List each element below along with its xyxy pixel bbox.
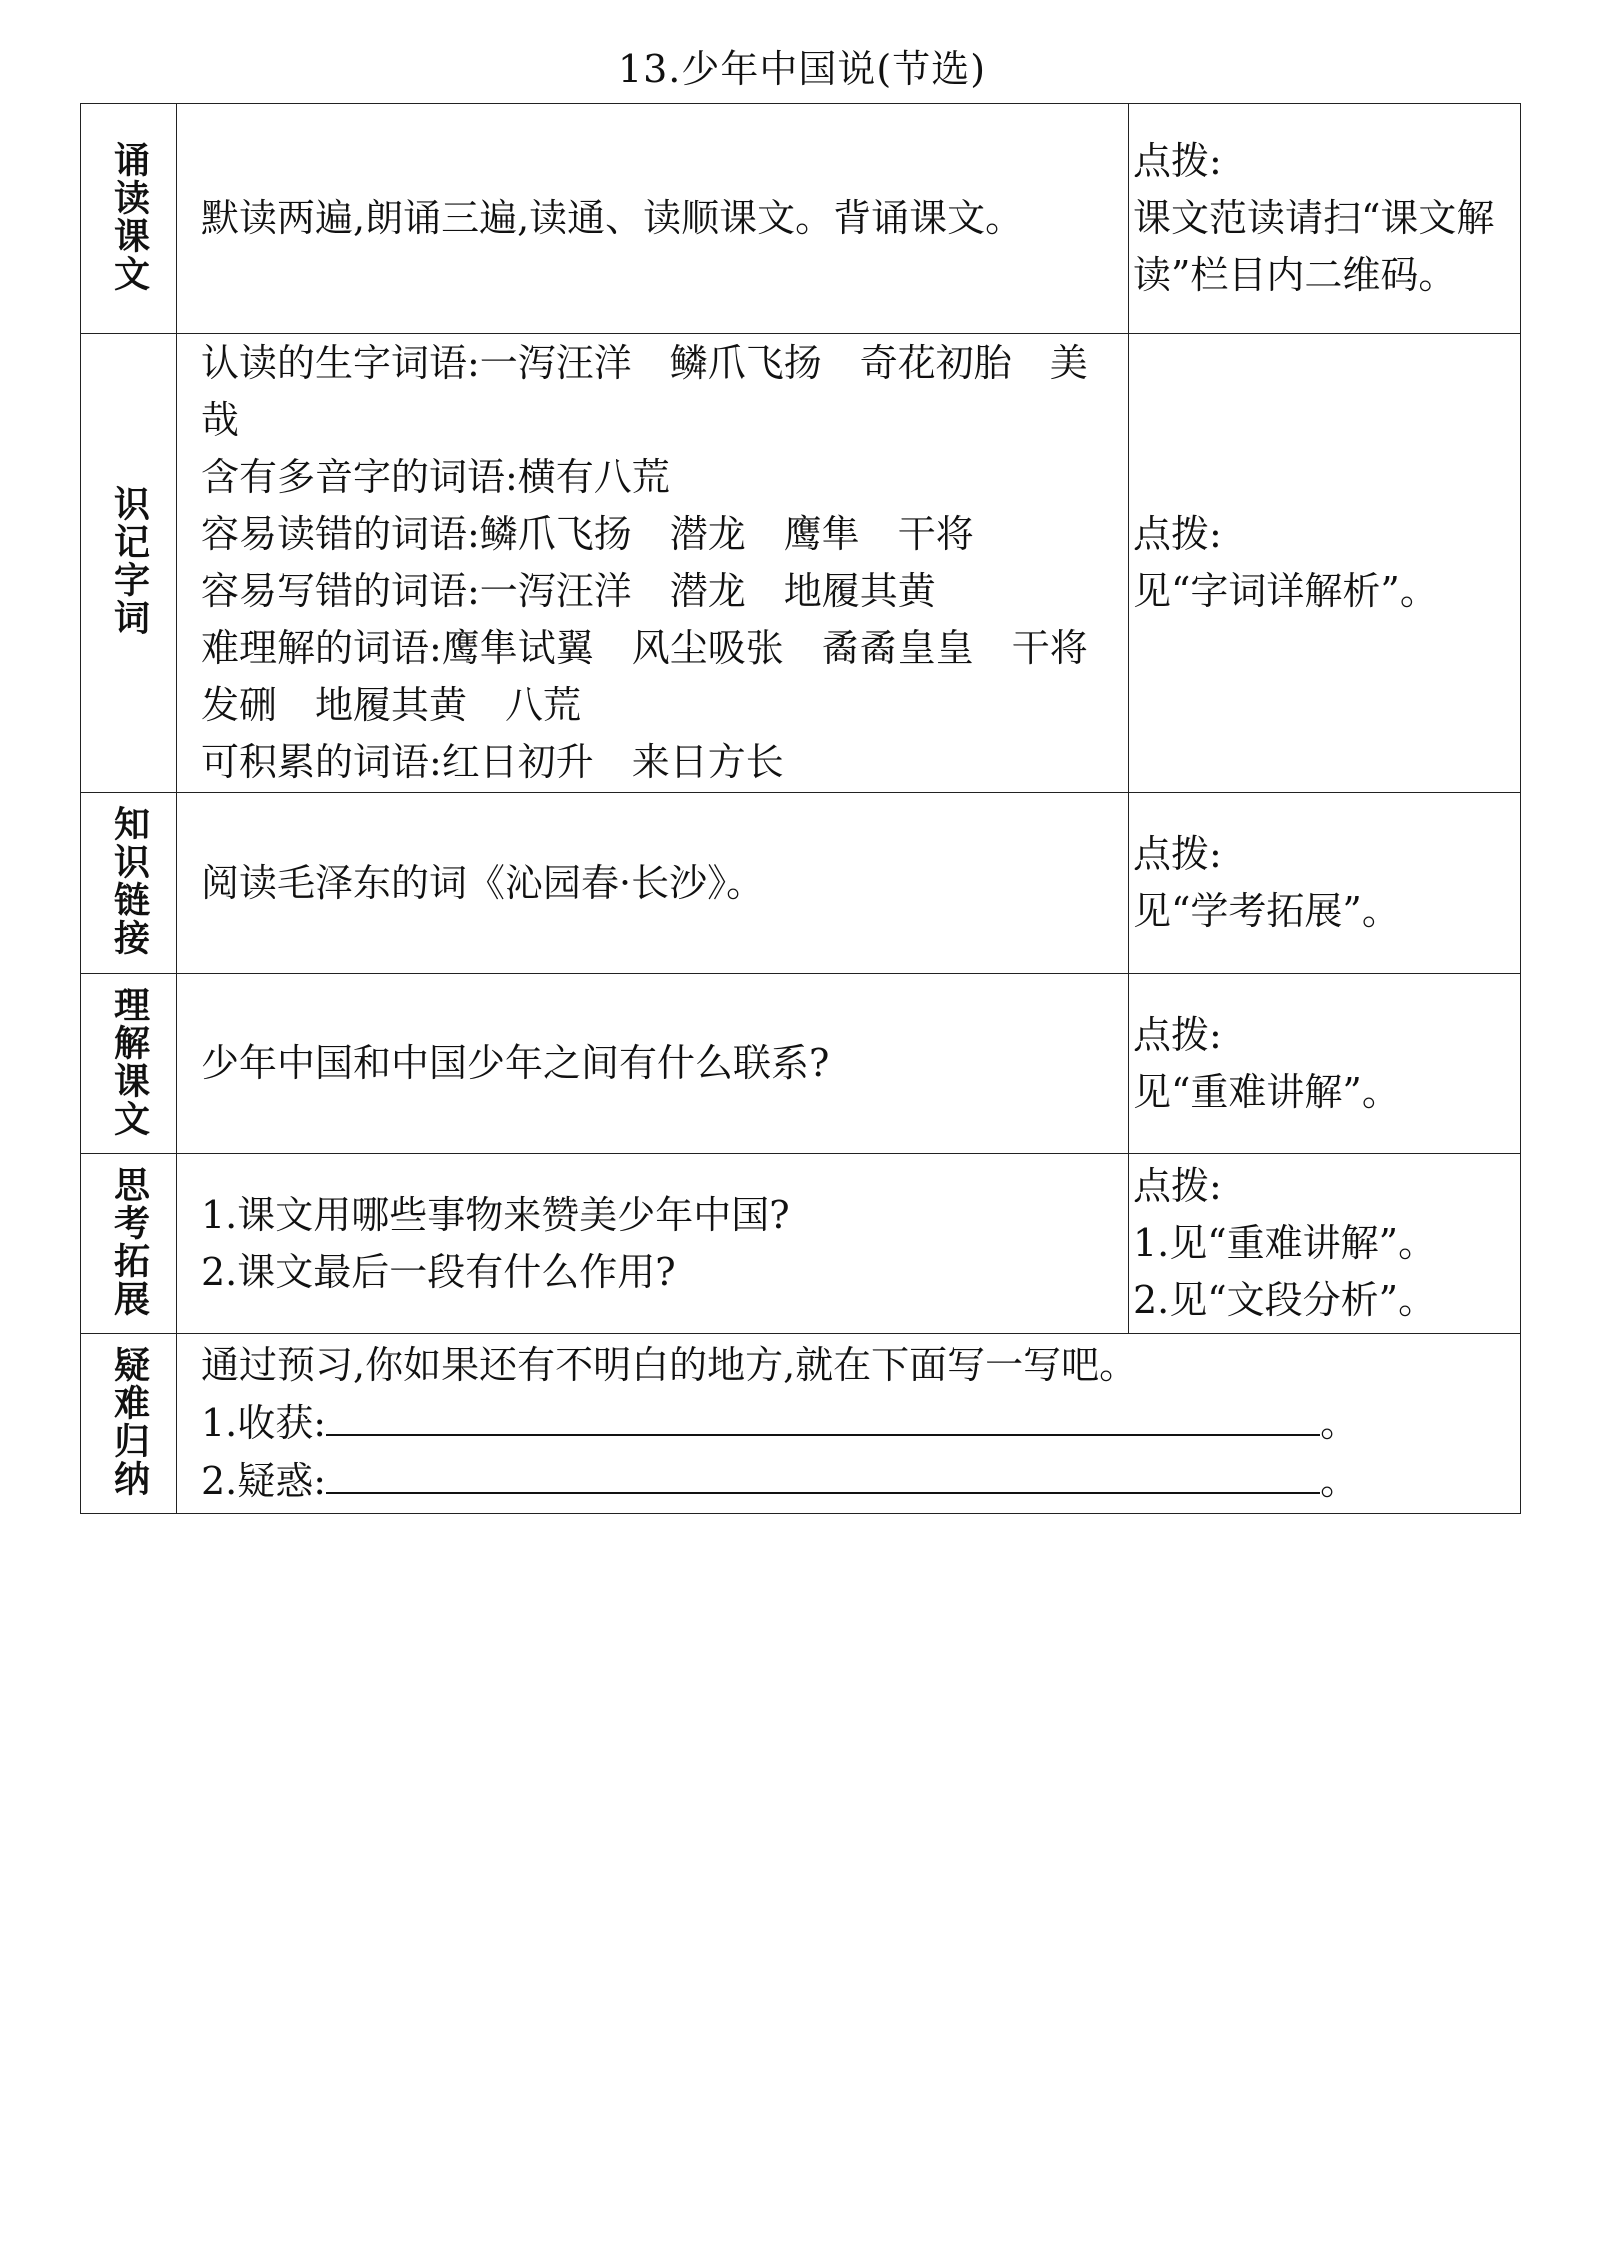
row-vocabulary (81, 334, 1521, 793)
gains-period: 。 (1320, 1401, 1359, 1445)
row-label: 识记字词 (108, 485, 150, 637)
hint-heading: 点拨: (1133, 832, 1222, 876)
content-line: 1.课文用哪些事物来赞美少年中国? (201, 1192, 790, 1237)
doubts-period: 。 (1320, 1459, 1359, 1503)
hint-text: 课文范读请扫“课文解读”栏目内二维码。 (1133, 196, 1495, 297)
hint-text: 见“重难讲解”。 (1133, 1069, 1400, 1114)
preview-guide-table (80, 103, 1521, 1514)
hint-heading: 点拨: (1133, 1164, 1222, 1208)
hint-cell (1129, 104, 1521, 334)
row-content (177, 334, 1129, 793)
hint-text: 2.见“文段分析”。 (1133, 1278, 1437, 1322)
content-line: 容易读错的词语:鳞爪飞扬 潜龙 鹰隼 干将 (201, 512, 974, 556)
row-label-cell (81, 1334, 177, 1514)
hint-text: 见“字词详解析”。 (1133, 569, 1438, 613)
hint-heading: 点拨: (1133, 139, 1222, 183)
hint-heading: 点拨: (1133, 512, 1222, 556)
row-label-cell (81, 1154, 177, 1334)
row-label: 知识链接 (108, 805, 150, 957)
row-content (177, 1334, 1521, 1514)
content-line: 阅读毛泽东的词《沁园春·长沙》。 (201, 860, 765, 905)
hint-cell (1129, 334, 1521, 793)
content-line: 通过预习,你如果还有不明白的地方,就在下面写一写吧。 (201, 1343, 1138, 1387)
content-line: 难理解的词语:鹰隼试翼 风尘吸张 矞矞皇皇 干将发硎 地履其黄 八荒 (201, 626, 1088, 727)
row-content (177, 793, 1129, 974)
gains-write-line[interactable] (326, 1394, 1320, 1436)
hint-cell (1129, 793, 1521, 974)
row-understand-text (81, 974, 1521, 1154)
row-recite (81, 104, 1521, 334)
row-questions-summary (81, 1334, 1521, 1514)
hint-cell (1129, 1154, 1521, 1334)
content-line: 含有多音字的词语:横有八荒 (201, 455, 670, 499)
hint-text: 1.见“重难讲解”。 (1133, 1221, 1437, 1265)
row-knowledge-link (81, 793, 1521, 974)
content-line: 容易写错的词语:一泻汪洋 潜龙 地履其黄 (201, 569, 936, 613)
row-content (177, 1154, 1129, 1334)
hint-heading: 点拨: (1133, 1012, 1222, 1057)
row-label: 疑难归纳 (108, 1345, 150, 1498)
content-line: 2.课文最后一段有什么作用? (201, 1249, 676, 1294)
content-line: 默读两遍,朗诵三遍,读通、读顺课文。背诵课文。 (201, 196, 1024, 240)
row-content (177, 974, 1129, 1154)
gains-label: 1.收获: (201, 1401, 327, 1445)
doubts-field (201, 1452, 1502, 1510)
content-line: 少年中国和中国少年之间有什么联系? (201, 1041, 830, 1085)
row-label-cell (81, 974, 177, 1154)
row-label-cell (81, 104, 177, 334)
gains-field (201, 1394, 1502, 1452)
row-label-cell (81, 334, 177, 793)
content-line: 认读的生字词语:一泻汪洋 鳞爪飞扬 奇花初胎 美哉 (201, 341, 1088, 442)
doubts-label: 2.疑惑: (201, 1459, 327, 1503)
hint-text: 见“学考拓展”。 (1133, 889, 1400, 933)
row-label: 思考拓展 (108, 1165, 150, 1318)
hint-cell (1129, 974, 1521, 1154)
doubts-write-line[interactable] (326, 1452, 1320, 1494)
row-content (177, 104, 1129, 334)
row-label: 诵读课文 (108, 140, 150, 293)
row-label-cell (81, 793, 177, 974)
row-label: 理解课文 (108, 985, 150, 1138)
content-line: 可积累的词语:红日初升 来日方长 (201, 740, 784, 784)
page-title: 13.少年中国说(节选) (617, 47, 987, 91)
row-think-extend (81, 1154, 1521, 1334)
